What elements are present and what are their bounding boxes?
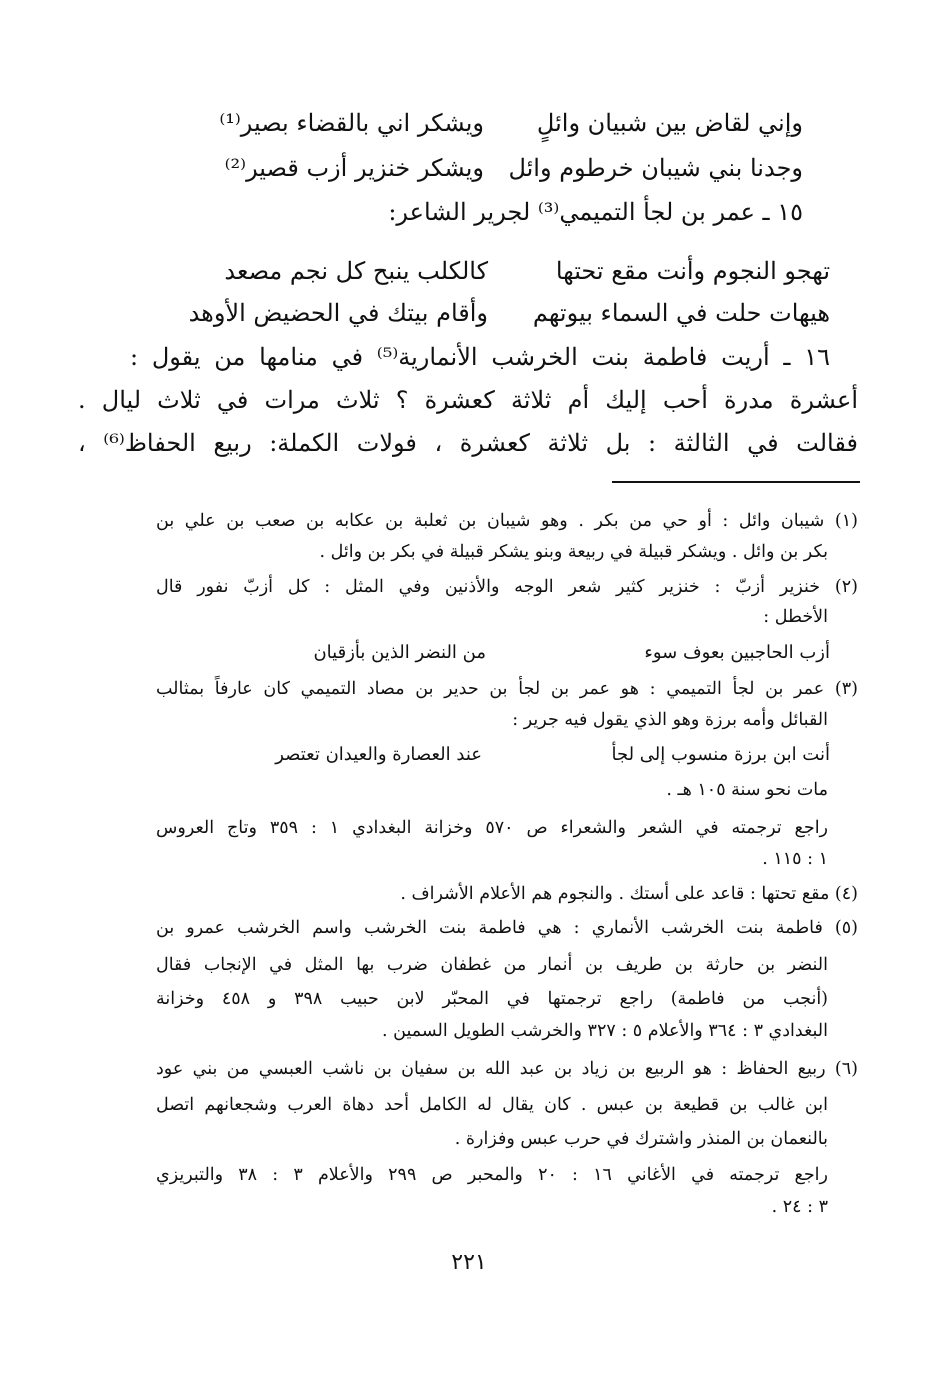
verse-line xyxy=(0,106,938,140)
footnote-line: ٣ : ٢٤ . xyxy=(771,1197,828,1217)
verse-second-hemistich: كالكلب ينبح كل نجم مصعد xyxy=(224,257,488,285)
verse-line xyxy=(0,151,938,185)
footnote-line: بالنعمان بن المنذر واشترك في حرب عبس وفزارة . xyxy=(454,1129,828,1149)
item-16-line: ١٦ ـ أريت فاطمة بنت الخرشب الأنمارية⁽⁵⁾ في منامها من يقول : xyxy=(130,343,830,371)
footnote-line: بكر بن وائل . ويشكر قبيلة في ربيعة وبنو يشكر قبيلة في بكر بن وائل . xyxy=(319,542,828,562)
item-16-line: فقالت في الثالثة : بل ثلاثة كعشرة ، فولات الكملة: ربيع الحفاظ⁽⁶⁾ ، xyxy=(78,429,858,457)
verse-line xyxy=(0,296,938,330)
footnote-separator xyxy=(612,481,860,483)
footnote-line: (٥) فاطمة بنت الخرشب الأنماري : هي فاطمة بنت الخرشب واسم الخرشب عمرو بن xyxy=(156,918,858,938)
footnote-line: (٢) خنزير أزبّ : خنزير كثير شعر الوجه والأذنين وفي المثل : كل أزبّ نفور قال xyxy=(156,577,858,597)
verse-first-hemistich: وجدنا بني شيبان خرطوم وائل xyxy=(508,154,803,182)
footnote-line: (٤) مقع تحتها : قاعد على أستك . والنجوم هم الأعلام الأشراف . xyxy=(400,884,858,904)
verse-second-hemistich: عند العصارة والعيدان تعتصر xyxy=(275,744,482,765)
item-15-heading: ١٥ ـ عمر بن لجأ التميمي⁽³⁾ لجرير الشاعر: xyxy=(388,198,803,226)
footnote-line: (١) شيبان وائل : أو حي من بكر . وهو شيبان بن ثعلبة بن عكابه بن صعب بن علي بن xyxy=(156,511,858,531)
footnote-verse xyxy=(0,740,938,770)
verse-first-hemistich: وإني لقاض بين شبيان وائلٍ xyxy=(536,109,803,137)
verse-second-hemistich: ويشكر خنزير أزب قصير⁽²⁾ xyxy=(224,154,484,182)
page-number: ٢٢١ xyxy=(451,1250,487,1275)
footnote-line: مات نحو سنة ١٠٥ هـ . xyxy=(666,780,828,800)
footnote-line: راجع ترجمته في الأغاني ١٦ : ٢٠ والمحبر ص ٢٩٩ والأعلام ٣ : ٣٨ والتبريزي xyxy=(156,1165,828,1185)
verse-line xyxy=(0,254,938,288)
footnote-line: ١ : ١١٥ . xyxy=(762,849,828,869)
footnote-line: القبائل وأمه برزة وهو الذي يقول فيه جرير : xyxy=(512,710,828,730)
item-16-line: أعشرة مدرة أحب إليك أم ثلاثة كعشرة ؟ ثلاث مرات في ثلاث ليال . xyxy=(78,386,858,414)
verse-first-hemistich: هيهات حلت في السماء بيوتهم xyxy=(532,299,830,327)
footnote-line: (أنجب من فاطمة) راجع ترجمتها في المحبّر لابن حبيب ٣٩٨ و ٤٥٨ وخزانة xyxy=(156,989,829,1009)
verse-second-hemistich: ويشكر اني بالقضاء بصير⁽¹⁾ xyxy=(219,109,484,137)
verse-first-hemistich: تهجو النجوم وأنت مقع تحتها xyxy=(555,257,830,285)
verse-first-hemistich: أنت ابن برزة منسوب إلى لجأ xyxy=(611,744,830,765)
footnote-line: الأخطل : xyxy=(763,607,828,627)
footnote-line: راجع ترجمته في الشعر والشعراء ص ٥٧٠ وخزانة البغدادي ١ : ٣٥٩ وتاج العروس xyxy=(156,818,829,838)
verse-first-hemistich: أزب الحاجبين بعوف سوء xyxy=(644,642,830,663)
footnote-line: ابن غالب بن قطيعة بن عبس . كان يقال له الكامل أحد دهاة العرب وشجعانهم اتصل xyxy=(156,1095,828,1115)
footnote-line: البغدادي ٣ : ٣٦٤ والأعلام ٥ : ٣٢٧ والخرشب الطويل السمين . xyxy=(382,1021,828,1041)
footnote-line: (٦) ربيع الحفاظ : هو الربيع بن زياد بن عبد الله بن سفيان بن ناشب العبسي من بني عود xyxy=(156,1059,858,1079)
footnote-line: (٣) عمر بن لجأ التميمي : هو عمر بن لجأ بن حدير بن مصاد التميمي كان عارفاً بمثالب xyxy=(156,679,858,699)
verse-second-hemistich: وأقام بيتك في الحضيض الأوهد xyxy=(188,299,488,327)
footnote-verse xyxy=(0,638,938,668)
verse-second-hemistich: من النضر الذين بأزقيان xyxy=(313,642,486,663)
footnote-line: النضر بن حارثة بن طريف بن أنمار من غطفان ضرب بها المثل في الإنجاب فقال xyxy=(156,955,828,975)
